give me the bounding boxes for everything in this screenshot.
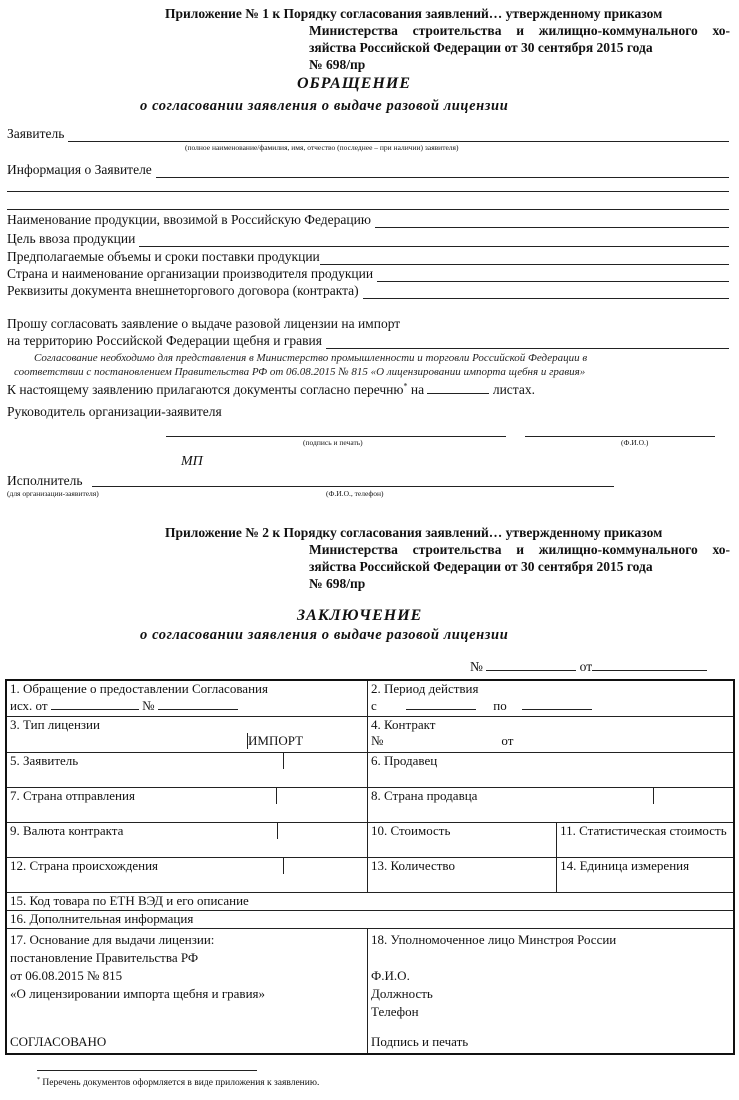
- cell-15-product-code[interactable]: [6, 892, 734, 910]
- note-line-2: соответствии с постановлением Правительства РФ от 06.08.2015 № 815 «О лицензировании импорта щебня и гравия»: [14, 366, 586, 378]
- attachments-line: [7, 381, 535, 398]
- head-fio-line[interactable]: [525, 436, 715, 437]
- executor-input-line[interactable]: [92, 486, 614, 487]
- cell-2-to-input[interactable]: [522, 697, 592, 710]
- cell-5-applicant[interactable]: [6, 752, 368, 787]
- cell-5-label: 5. Заявитель: [10, 752, 79, 768]
- cell-18-phone-label: Телефон: [371, 1003, 419, 1019]
- conclusion-table: [5, 679, 735, 1055]
- cell-12-divider: [283, 858, 284, 874]
- stamp-place: МП: [181, 454, 203, 469]
- signature-hint: (подпись и печать): [303, 438, 363, 447]
- executor-label: Исполнитель: [7, 473, 83, 488]
- cell-17-line-1: 17. Основание для выдачи лицензии:: [10, 931, 215, 947]
- cell-1-application[interactable]: [6, 680, 368, 716]
- request-input-line[interactable]: [326, 336, 729, 349]
- cell-1-no-label: №: [142, 698, 155, 713]
- manufacturer-input-line[interactable]: [377, 269, 729, 282]
- note-line-1: Согласование необходимо для представления в Министерство промышленности и торговли Российской Федерации в: [34, 352, 588, 364]
- form-2-title: ЗАКЛЮЧЕНИЕ: [297, 607, 423, 624]
- cell-4-title: 4. Контракт: [371, 716, 436, 732]
- cell-7-divider: [276, 788, 277, 804]
- applicant-info-input-line[interactable]: [156, 165, 729, 178]
- cell-2-period[interactable]: [368, 680, 734, 716]
- applicant-hint: (полное наименование/фамилия, имя, отчество (последнее – при наличии) заявителя): [185, 143, 459, 152]
- request-line-2-label: на территорию Российской Федерации щебня и гравия: [7, 333, 322, 348]
- cell-8-label: 8. Страна продавца: [371, 787, 478, 803]
- import-purpose-label: Цель ввоза продукции: [7, 231, 136, 246]
- appendix-2-body: Министерства строительства и жилищно-коммунального хо-зяйства Российской Федерации от 30 сентября 2015 года: [309, 542, 730, 574]
- cell-17-basis[interactable]: [6, 928, 368, 1054]
- applicant-input-line[interactable]: [68, 129, 729, 142]
- cell-10-cost[interactable]: [368, 822, 557, 857]
- cell-16-additional-info[interactable]: [6, 910, 734, 928]
- conclusion-number-input[interactable]: [486, 658, 576, 671]
- attachments-label: К настоящему заявлению прилагаются документы согласно перечню: [7, 382, 404, 397]
- cell-8-divider: [653, 788, 654, 804]
- manufacturer-label: Страна и наименование организации производителя продукции: [7, 266, 374, 281]
- executor-hint: (для организации-заявителя): [7, 489, 99, 498]
- attachments-sheets-label: листах.: [492, 382, 535, 397]
- applicant-info-line-2[interactable]: [7, 191, 729, 192]
- product-name-input-line[interactable]: [375, 215, 729, 228]
- cell-10-label: 10. Стоимость: [371, 822, 451, 838]
- applicant-info-line-3[interactable]: [7, 209, 729, 210]
- footnote-divider: [37, 1070, 257, 1071]
- conclusion-number-label: №: [470, 659, 483, 674]
- cell-18-fio-label: Ф.И.О.: [371, 967, 410, 983]
- cell-3-value: ИМПОРТ: [248, 732, 304, 748]
- cell-12-label: 12. Страна происхождения: [10, 857, 159, 873]
- form-1-subtitle: о согласовании заявления о выдаче разовой лицензии: [140, 98, 509, 114]
- conclusion-date-input[interactable]: [592, 658, 707, 671]
- cell-3-license-type[interactable]: [6, 716, 368, 752]
- contract-details-label: Реквизиты документа внешнеторгового договора (контракта): [7, 283, 359, 298]
- sheets-count-input[interactable]: [427, 381, 489, 394]
- cell-6-label: 6. Продавец: [371, 752, 438, 768]
- applicant-info-label: Информация о Заявителе: [7, 162, 152, 177]
- product-name-field[interactable]: [7, 212, 729, 228]
- head-fio-hint: (Ф.И.О.): [621, 438, 649, 447]
- appendix-2-order-number: № 698/пр: [309, 576, 366, 591]
- cell-9-currency[interactable]: [6, 822, 368, 857]
- cell-2-from-label: с: [371, 698, 377, 713]
- applicant-label: Заявитель: [7, 126, 65, 141]
- cell-3-title: 3. Тип лицензии: [10, 716, 100, 732]
- cell-4-contract[interactable]: [368, 716, 734, 752]
- cell-4-no-label: №: [371, 732, 384, 748]
- cell-17-line-2: постановление Правительства РФ: [10, 949, 199, 965]
- cell-11-label: 11. Статистическая стоимость: [560, 822, 727, 838]
- cell-15-label: 15. Код товара по ЕТН ВЭД и его описание: [10, 892, 249, 908]
- cell-16-label: 16. Дополнительная информация: [10, 910, 194, 926]
- manufacturer-field[interactable]: [7, 266, 729, 282]
- appendix-2-line1: Приложение № 2 к Порядку согласования заявлений… утвержденному приказом: [165, 525, 663, 540]
- cell-13-label: 13. Количество: [371, 857, 455, 873]
- cell-13-quantity[interactable]: [368, 857, 557, 892]
- applicant-field[interactable]: [7, 126, 729, 142]
- volume-terms-input-line[interactable]: [320, 252, 729, 265]
- cell-11-statistical-cost[interactable]: [557, 822, 734, 857]
- request-line-1: Прошу согласовать заявление о выдаче разовой лицензии на импорт: [7, 316, 401, 331]
- cell-7-departure-country[interactable]: [6, 787, 368, 822]
- cell-9-label: 9. Валюта контракта: [10, 822, 124, 838]
- cell-18-position-label: Должность: [371, 985, 433, 1001]
- conclusion-date-label: от: [579, 659, 593, 674]
- cell-18-signature-label: Подпись и печать: [371, 1034, 469, 1049]
- cell-5-divider: [283, 753, 284, 769]
- applicant-info-field[interactable]: [7, 162, 729, 178]
- form-1-title: ОБРАЩЕНИЕ: [297, 75, 412, 92]
- cell-1-from-label: исх. от: [10, 698, 48, 713]
- executor-fio-hint: (Ф.И.О., телефон): [326, 489, 384, 498]
- appendix-1-line1: Приложение № 1 к Порядку согласования заявлений… утвержденному приказом: [165, 6, 663, 21]
- attachments-on-label: на: [410, 382, 425, 397]
- volume-terms-field[interactable]: [7, 249, 729, 265]
- cell-2-from-input[interactable]: [406, 697, 476, 710]
- cell-12-origin-country[interactable]: [6, 857, 368, 892]
- cell-17-line-3: от 06.08.2015 № 815: [10, 967, 123, 983]
- product-name-label: Наименование продукции, ввозимой в Российскую Федерацию: [7, 212, 371, 227]
- approved-label: СОГЛАСОВАНО: [10, 1034, 107, 1049]
- signature-line[interactable]: [166, 436, 506, 437]
- footnote: [37, 1077, 319, 1088]
- cell-7-label: 7. Страна отправления: [10, 787, 135, 803]
- appendix-1-body: Министерства строительства и жилищно-коммунального хо-зяйства Российской Федерации от 30 сентября 2015 года: [309, 23, 730, 55]
- cell-6-seller[interactable]: [368, 752, 734, 787]
- cell-18-title: 18. Уполномоченное лицо Минстроя России: [371, 931, 617, 947]
- contract-details-input-line[interactable]: [363, 286, 729, 299]
- cell-8-seller-country[interactable]: [368, 787, 734, 822]
- import-purpose-input-line[interactable]: [139, 234, 729, 247]
- cell-4-from-label: от: [501, 732, 514, 748]
- form-2-subtitle: о согласовании заявления о выдаче разовой лицензии: [140, 627, 509, 643]
- cell-1-title: 1. Обращение о предоставлении Согласования: [10, 681, 268, 696]
- request-line-2[interactable]: [7, 333, 729, 349]
- appendix-1-order-number: № 698/пр: [309, 57, 366, 72]
- import-purpose-field[interactable]: [7, 231, 729, 247]
- cell-18-authorized-person[interactable]: [368, 928, 734, 1054]
- cell-2-title: 2. Период действия: [371, 681, 479, 696]
- cell-17-line-4: «О лицензировании импорта щебня и гравия»: [10, 985, 266, 1001]
- cell-9-divider: [277, 823, 278, 839]
- cell-1-date-input[interactable]: [51, 697, 139, 710]
- footnote-marker: *: [403, 381, 408, 391]
- footnote-text: Перечень документов оформляется в виде приложения к заявлению.: [42, 1078, 320, 1089]
- conclusion-number-line: [470, 658, 707, 675]
- contract-details-field[interactable]: [7, 283, 729, 299]
- head-label: Руководитель организации-заявителя: [7, 404, 222, 419]
- cell-2-to-label: по: [493, 698, 507, 713]
- footnote-star: *: [37, 1077, 40, 1083]
- volume-terms-label: Предполагаемые объемы и сроки поставки продукции: [7, 249, 320, 264]
- cell-14-label: 14. Единица измерения: [560, 857, 690, 873]
- cell-1-number-input[interactable]: [158, 697, 238, 710]
- cell-14-unit[interactable]: [557, 857, 734, 892]
